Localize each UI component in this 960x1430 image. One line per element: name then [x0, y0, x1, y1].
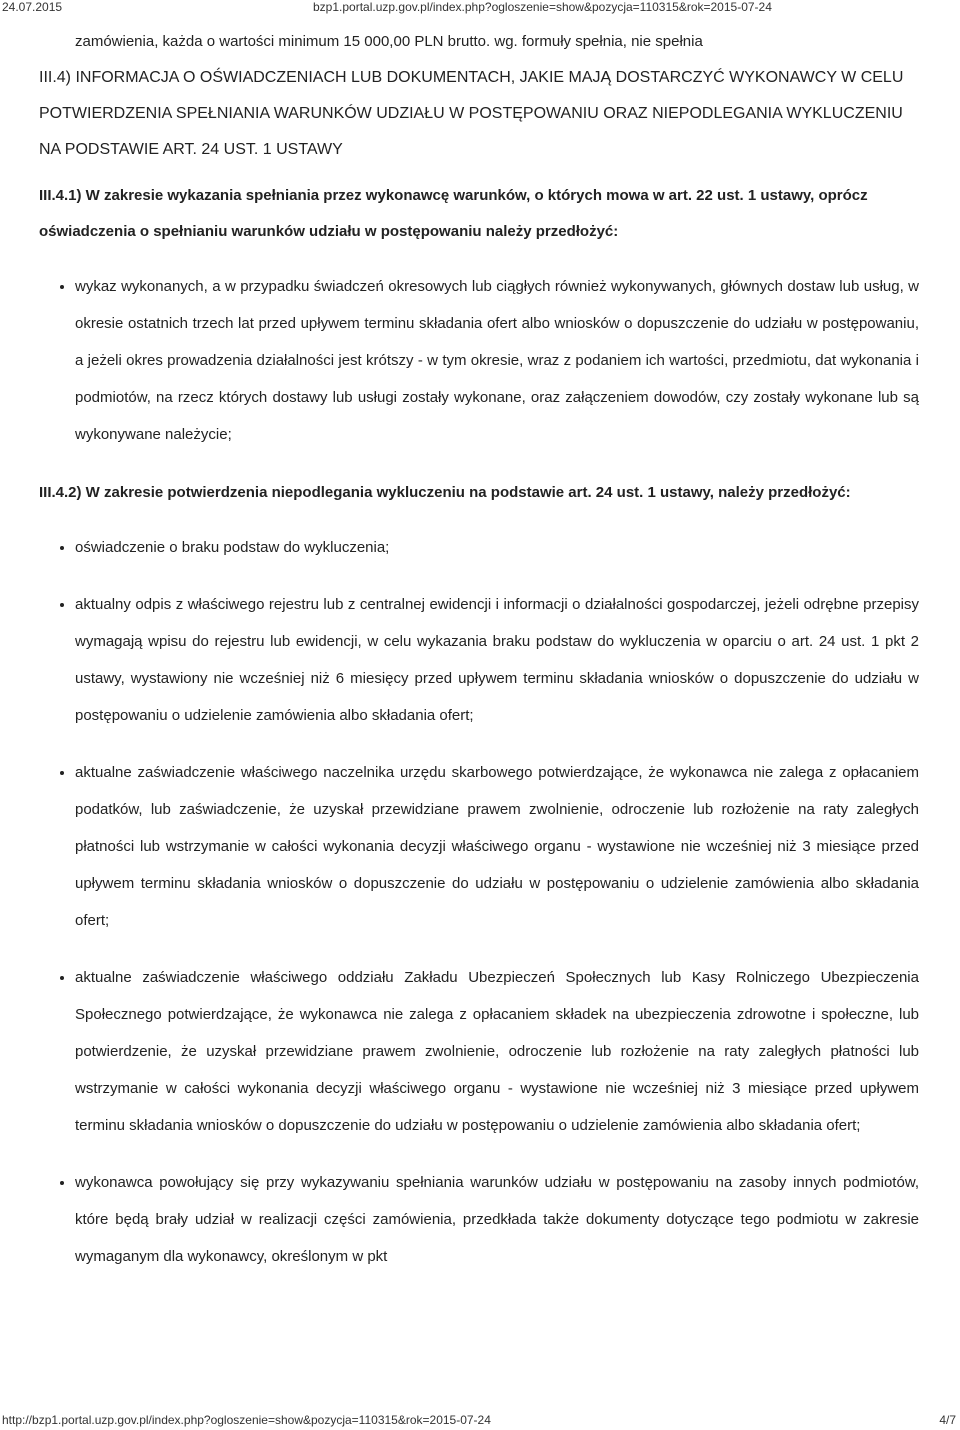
subsection-title-3-4-2: III.4.2) W zakresie potwierdzenia niepodlegania wykluczeniu na podstawie art. 24 ust. 1 ustawy, należy przedłożyć:: [39, 484, 851, 501]
document-content: [39, 24, 919, 1297]
print-footer: [0, 1412, 960, 1428]
section-heading-3-4: III.4) INFORMACJA O OŚWIADCZENIACH LUB DOKUMENTACH, JAKIE MAJĄ DOSTARCZYĆ WYKONAWCY W CELU POTWIERDZENIA SPEŁNIANIA WARUNKÓW UDZIAŁU W POSTĘPOWANIU ORAZ NIEPODLEGANIA WYKLUCZENIU NA PODSTAWIE ART. 24 UST. 1 USTAWY: [39, 69, 904, 158]
list-item: • wykaz wykonanych, a w przypadku świadczeń okresowych lub ciągłych również wykonywanych, głównych dostaw lub usług, w okresie ostatnich trzech lat przed upływem terminu składania ofert albo wniosków o dopuszczenie do udziału w postępowaniu, a jeżeli okres prowadzenia działalności jest krótszy - w tym okresie, wraz z podaniem ich wartości, przedmiotu, dat wykonania i podmiotów, na rzecz których dostawy lub usługi zostały wykonane, oraz załączeniem dowodów, czy zostały wykonane lub są wykonywane należycie;: [75, 268, 919, 453]
requirement-list-3-4-1: [39, 268, 919, 453]
continuation-text: zamówienia, każda o wartości minimum 15 000,00 PLN brutto. wg. formuły spełnia, nie spełnia: [75, 33, 703, 50]
list-item: • oświadczenie o braku podstaw do wykluczenia;: [75, 529, 919, 566]
print-header: [0, 0, 960, 14]
print-url: bzp1.portal.uzp.gov.pl/index.php?ogloszenie=show&pozycja=110315&rok=2015-07-24: [313, 0, 772, 14]
subsection-title-3-4-1: III.4.1) W zakresie wykazania spełniania przez wykonawcę warunków, o których mowa w art. 22 ust. 1 ustawy, oprócz oświadczenia o spełnianiu warunków udziału w postępowaniu należy przedłożyć:: [39, 187, 868, 240]
list-item: • wykonawca powołujący się przy wykazywaniu spełniania warunków udziału w postępowaniu na zasoby innych podmiotów, które będą brały udział w realizacji części zamówienia, przedkłada także dokumenty dotyczące tego podmiotu w zakresie wymaganym dla wykonawcy, określonym w pkt: [75, 1164, 919, 1275]
list-item: • aktualne zaświadczenie właściwego oddziału Zakładu Ubezpieczeń Społecznych lub Kasy Rolniczego Ubezpieczenia Społecznego potwierdzające, że wykonawca nie zalega z opłacaniem składek na ubezpieczenia zdrowotne i społeczne, lub potwierdzenie, że uzyskał przewidziane prawem zwolnienie, odroczenie lub rozłożenie na raty zaległych płatności lub wstrzymanie w całości wykonania decyzji właściwego organu - wystawione nie wcześniej niż 3 miesiące przed upływem terminu składania wniosków o dopuszczenie do udziału w postępowaniu o udzielenie zamówienia albo składania ofert;: [75, 959, 919, 1144]
requirement-list-3-4-2: [39, 529, 919, 1275]
list-item: • aktualny odpis z właściwego rejestru lub z centralnej ewidencji i informacji o działalności gospodarczej, jeżeli odrębne przepisy wymagają wpisu do rejestru lub ewidencji, w celu wykazania braku podstaw do wykluczenia w oparciu o art. 24 ust. 1 pkt 2 ustawy, wystawiony nie wcześniej niż 6 miesięcy przed upływem terminu składania wniosków o dopuszczenie do udziału w postępowaniu o udzielenie zamówienia albo składania ofert;: [75, 586, 919, 734]
list-item: • aktualne zaświadczenie właściwego naczelnika urzędu skarbowego potwierdzające, że wykonawca nie zalega z opłacaniem podatków, lub zaświadczenie, że uzyskał przewidziane prawem zwolnienie, odroczenie lub rozłożenie na raty zaległych płatności lub wstrzymanie w całości wykonania decyzji właściwego organu - wystawione nie wcześniej niż 3 miesiące przed upływem terminu składania wniosków o dopuszczenie do udziału w postępowaniu o udzielenie zamówienia albo składania ofert;: [75, 754, 919, 939]
print-date: 24.07.2015: [2, 0, 63, 14]
page-number: 4/7: [939, 1413, 956, 1427]
footer-url: http://bzp1.portal.uzp.gov.pl/index.php?ogloszenie=show&pozycja=110315&rok=2015-07-24: [2, 1413, 491, 1427]
